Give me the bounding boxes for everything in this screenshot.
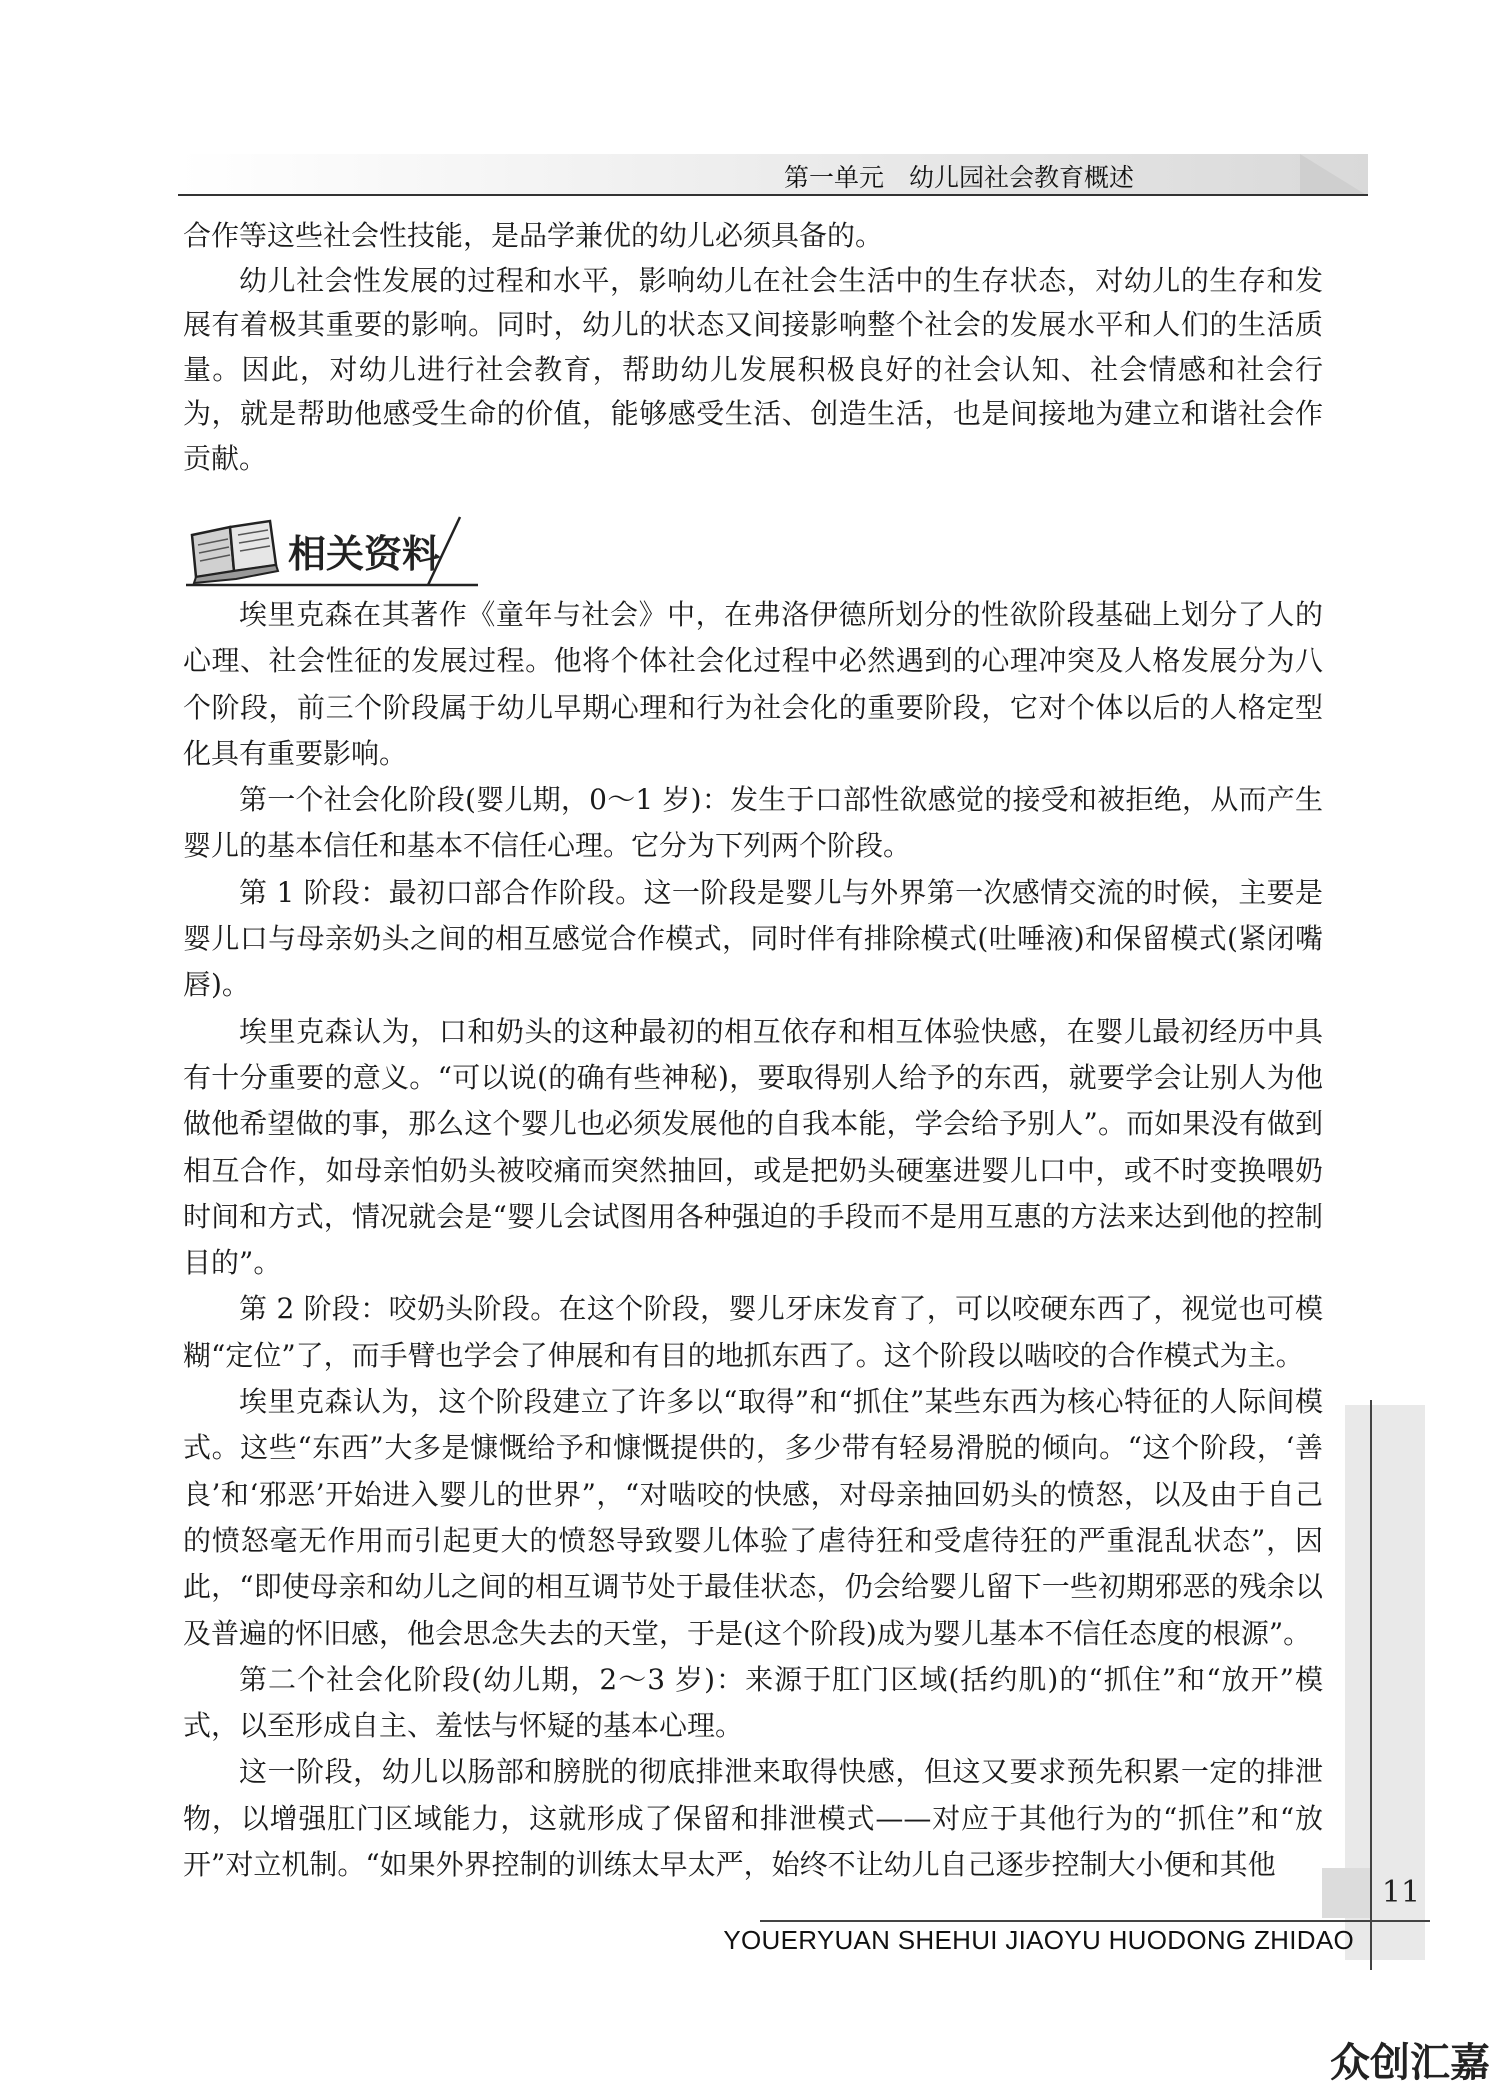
watermark: 众创汇嘉 xyxy=(1330,2040,1490,2086)
paragraph: 埃里克森认为，这个阶段建立了许多以“取得”和“抓住”某些东西为核心特征的人际间模式。这些“东西”大多是慷慨给予和慷慨提供的，多少带有轻易滑脱的倾向。“这个阶段，‘善良’和‘邪恶’开始进入婴儿的世界”，“对啮咬的快感，对母亲抽回奶头的愤怒，以及由于自己的愤怒毫无作用而引起更大的愤怒导致婴儿体验了虐待狂和受虐待狂的严重混乱状态”，因此，“即使母亲和幼儿之间的相互调节处于最佳状态，仍会给婴儿留下一些初期邪恶的残余以及普遍的怀旧感，他会思念失去的天堂，于是(这个阶段)成为婴儿基本不信任态度的根源”。 xyxy=(183,1385,1323,1650)
section-title: 相关资料 xyxy=(288,532,441,576)
running-header-title: 第一单元 幼儿园社会教育概述 xyxy=(783,163,1134,192)
paragraph: 第二个社会化阶段(幼儿期，2～3 岁)：来源于肛门区域(括约肌)的“抓住”和“放开”模式，以至形成自主、羞怯与怀疑的基本心理。 xyxy=(183,1662,1323,1743)
paragraph: 第 1 阶段：最初口部合作阶段。这一阶段是婴儿与外界第一次感情交流的时候，主要是婴儿口与母亲奶头之间的相互感觉合作模式，同时伴有排除模式(吐唾液)和保留模式(紧闭嘴唇)。 xyxy=(183,875,1323,1002)
paragraph: 合作等这些社会性技能，是品学兼优的幼儿必须具备的。 xyxy=(183,219,884,252)
section-heading-related-material xyxy=(178,505,498,589)
footer-rule xyxy=(760,1920,1430,1922)
header-rule xyxy=(178,194,1368,196)
paragraph: 幼儿社会性发展的过程和水平，影响幼儿在社会生活中的生存状态，对幼儿的生存和发展有着极其重要的影响。同时，幼儿的状态又间接影响整个社会的发展水平和人们的生活质量。因此，对幼儿进行社会教育，帮助幼儿发展积极良好的社会认知、社会情感和社会行为，就是帮助他感受生命的价值，能够感受生活、创造生活，也是间接地为建立和谐社会作贡献。 xyxy=(183,263,1323,475)
related-material-text xyxy=(183,592,1323,1888)
paragraph: 埃里克森在其著作《童年与社会》中，在弗洛伊德所划分的性欲阶段基础上划分了人的心理、社会性征的发展过程。他将个体社会化过程中必然遇到的心理冲突及人格发展分为八个阶段，前三个阶段属于幼儿早期心理和行为社会化的重要阶段，它对个体以后的人格定型化具有重要影响。 xyxy=(183,598,1323,770)
paragraph: 这一阶段，幼儿以肠部和膀胱的彻底排泄来取得快感，但这又要求预先积累一定的排泄物，以增强肛门区域能力，这就形成了保留和排泄模式——对应于其他行为的“抓住”和“放开”对立机制。“如果外界控制的训练太早太严，始终不让幼儿自己逐步控制大小便和其他 xyxy=(183,1755,1323,1882)
side-margin-rule xyxy=(1370,1400,1372,1970)
intro-text xyxy=(183,214,1323,481)
page-number-box xyxy=(1322,1868,1370,1918)
header-tab-decoration xyxy=(1300,154,1368,196)
header-bar xyxy=(178,154,1368,196)
paragraph: 埃里克森认为，口和奶头的这种最初的相互依存和相互体验快感，在婴儿最初经历中具有十分重要的意义。“可以说(的确有些神秘)，要取得别人给予的东西，就要学会让别人为他做他希望做的事，那么这个婴儿也必须发展他的自我本能，学会给予别人”。而如果没有做到相互合作，如母亲怕奶头被咬痛而突然抽回，或是把奶头硬塞进婴儿口中，或不时变换喂奶时间和方式，情况就会是“婴儿会试图用各种强迫的手段而不是用互惠的方法来达到他的控制目的”。 xyxy=(183,1014,1323,1280)
paragraph: 第一个社会化阶段(婴儿期，0～1 岁)：发生于口部性欲感觉的接受和被拒绝，从而产生婴儿的基本信任和基本不信任心理。它分为下列两个阶段。 xyxy=(183,783,1323,863)
footer-book-title: YOUERYUAN SHEHUI JIAOYU HUODONG ZHIDAO xyxy=(723,1925,1354,1955)
page-number: 11 xyxy=(1381,1875,1421,1910)
paragraph: 第 2 阶段：咬奶头阶段。在这个阶段，婴儿牙床发育了，可以咬硬东西了，视觉也可模糊“定位”了，而手臂也学会了伸展和有目的地抓东西了。这个阶段以啮咬的合作模式为主。 xyxy=(183,1292,1323,1372)
